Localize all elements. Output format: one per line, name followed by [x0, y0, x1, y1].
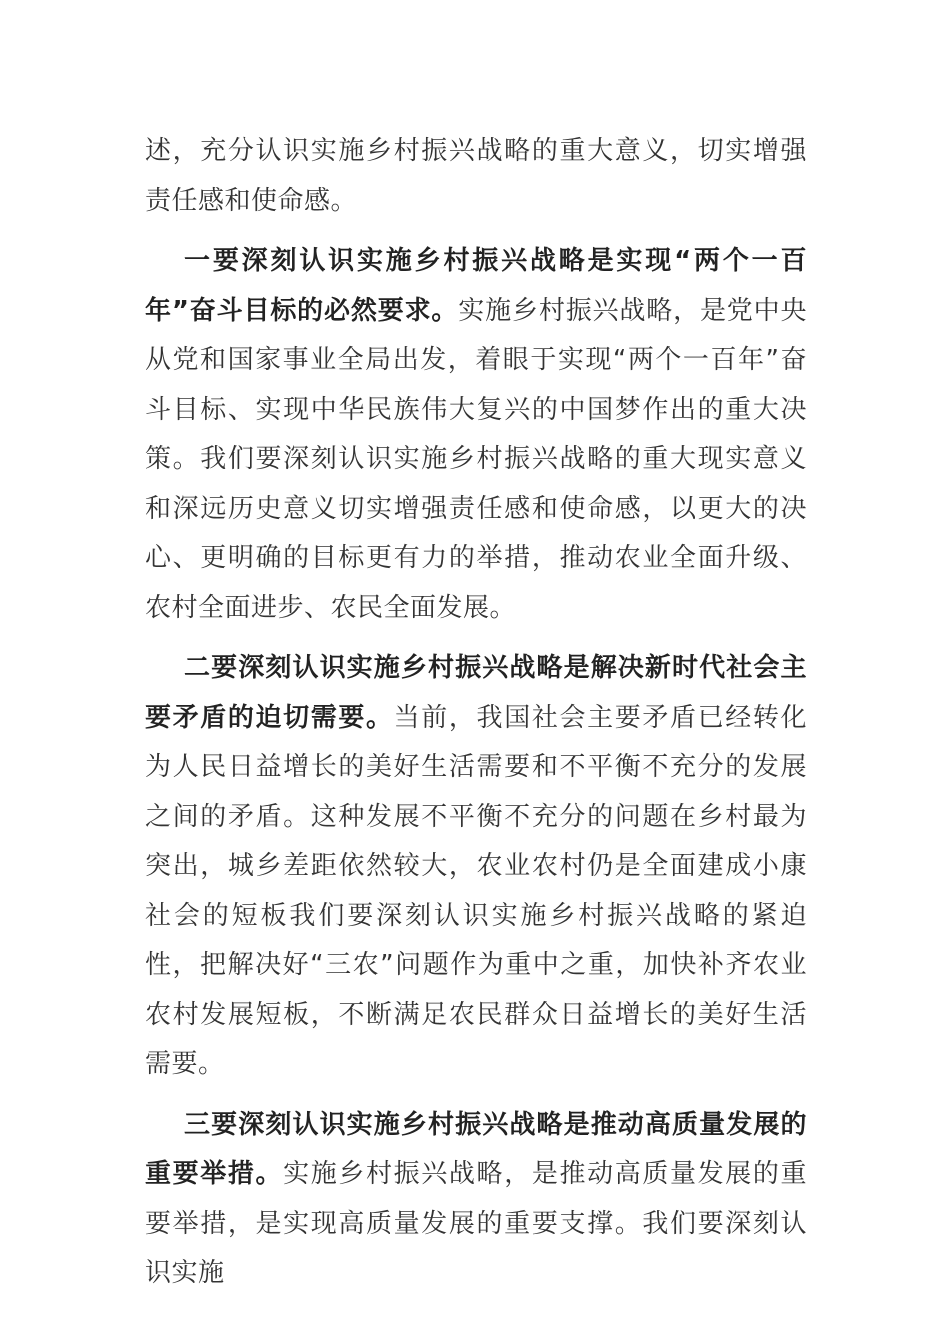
paragraph-lead: 一要深刻认识实施乡村振兴战略是实现“两个一百年”奋斗目标的必然要求。 [145, 246, 807, 326]
paragraph-body: 实施乡村振兴战略，是推动高质量发展的重要举措，是实现高质量发展的重要支撑。我们要深刻认识实施 [145, 1159, 807, 1288]
paragraph-point-three [145, 1101, 807, 1299]
paragraph-body: 实施乡村振兴战略，是党中央从党和国家事业全局出发，着眼于实现“两个一百年”奋斗目标、实现中华民族伟大复兴的中国梦作出的重大决策。我们要深刻认识实施乡村振兴战略的重大现实意义和深远历史意义切实增强责任感和使命感，以更大的决心、更明确的目标更有力的举措，推动农业全面升级、农村全面进步、农民全面发展。 [145, 295, 807, 623]
paragraph-continuation [145, 127, 807, 226]
paragraph-body: 述，充分认识实施乡村振兴战略的重大意义，切实增强责任感和使命感。 [145, 136, 807, 216]
document-body [145, 127, 807, 1299]
paragraph-body: 当前，我国社会主要矛盾已经转化为人民日益增长的美好生活需要和不平衡不充分的发展之间的矛盾。这种发展不平衡不充分的问题在乡村最为突出，城乡差距依然较大，农业农村仍是全面建成小康社会的短板我们要深刻认识实施乡村振兴战略的紧迫性，把解决好“三农”问题作为重中之重，加快补齐农业农村发展短板，不断满足农民群众日益增长的美好生活需要。 [145, 702, 807, 1079]
paragraph-lead: 三要深刻认识实施乡村振兴战略是推动高质量发展的重要举措。 [145, 1109, 807, 1189]
paragraph-point-one [145, 237, 807, 633]
paragraph-lead: 二要深刻认识实施乡村振兴战略是解决新时代社会主要矛盾的迫切需要。 [145, 653, 807, 733]
paragraph-point-two [145, 644, 807, 1090]
